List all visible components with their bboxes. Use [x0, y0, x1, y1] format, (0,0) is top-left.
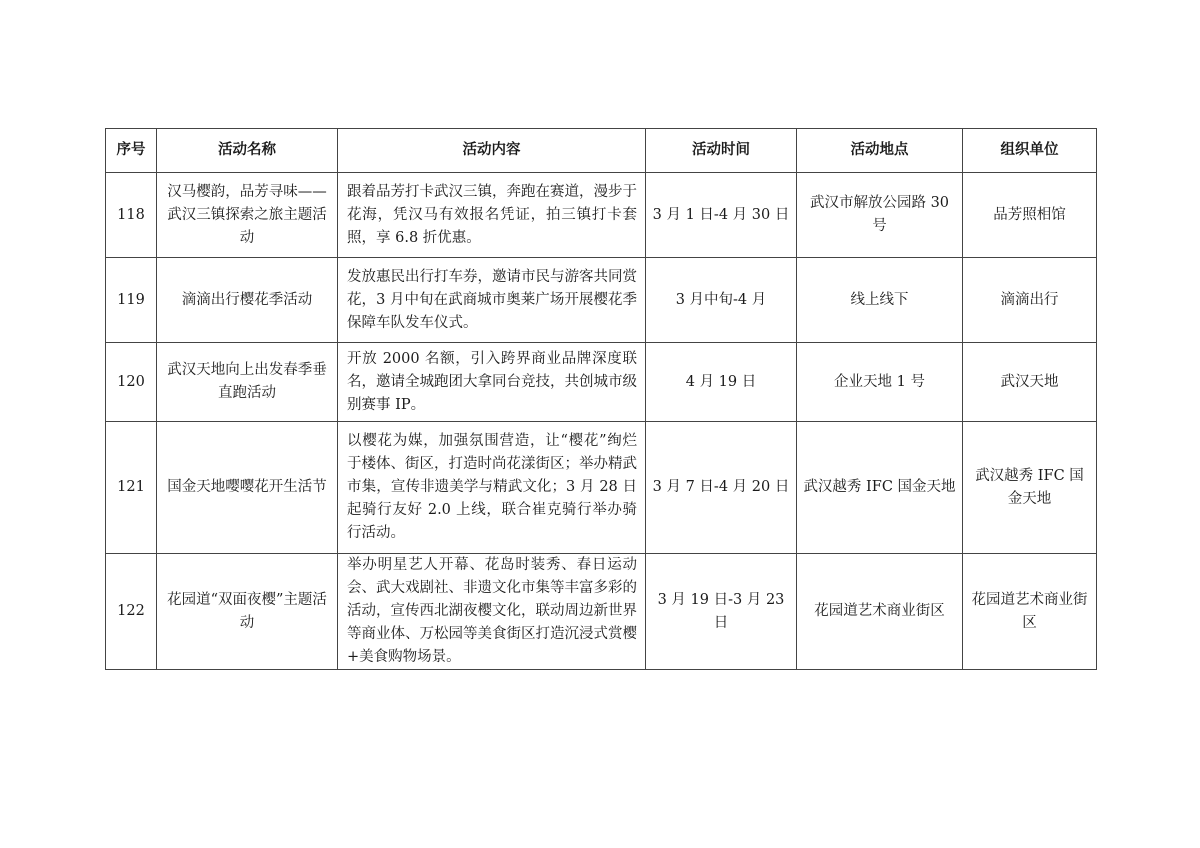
cell-time: 3 月 19 日-3 月 23 日 — [646, 554, 797, 670]
header-time: 活动时间 — [646, 129, 797, 173]
table-row — [106, 554, 1097, 670]
cell-place: 花园道艺术商业街区 — [797, 554, 963, 670]
table-row — [106, 422, 1097, 554]
cell-org: 品芳照相馆 — [963, 173, 1097, 258]
header-org: 组织单位 — [963, 129, 1097, 173]
cell-org: 武汉越秀 IFC 国金天地 — [963, 422, 1097, 554]
cell-no: 121 — [106, 422, 157, 554]
cell-name: 武汉天地向上出发春季垂直跑活动 — [157, 343, 338, 422]
cell-time: 3 月 7 日-4 月 20 日 — [646, 422, 797, 554]
cell-content: 举办明星艺人开幕、花岛时装秀、春日运动会、武大戏剧社、非遗文化市集等丰富多彩的活动，宣传西北湖夜樱文化，联动周边新世界等商业体、万松园等美食街区打造沉浸式赏樱+美食购物场景。 — [338, 554, 646, 670]
cell-no: 118 — [106, 173, 157, 258]
cell-content: 开放 2000 名额，引入跨界商业品牌深度联名，邀请全城跑团大拿同台竞技，共创城市级别赛事 IP。 — [338, 343, 646, 422]
cell-time: 4 月 19 日 — [646, 343, 797, 422]
header-place: 活动地点 — [797, 129, 963, 173]
cell-place: 企业天地 1 号 — [797, 343, 963, 422]
cell-org: 滴滴出行 — [963, 258, 1097, 343]
cell-content: 以樱花为媒，加强氛围营造，让“樱花”绚烂于楼体、街区，打造时尚花漾街区；举办精武市集，宣传非遗美学与精武文化；3 月 28 日起骑行友好 2.0 上线，联合崔克骑行举办骑行活动。 — [338, 422, 646, 554]
table-header-row — [106, 129, 1097, 173]
cell-org: 花园道艺术商业街区 — [963, 554, 1097, 670]
cell-content: 跟着品芳打卡武汉三镇，奔跑在赛道，漫步于花海，凭汉马有效报名凭证，拍三镇打卡套照，享 6.8 折优惠。 — [338, 173, 646, 258]
cell-time: 3 月 1 日-4 月 30 日 — [646, 173, 797, 258]
table-row — [106, 343, 1097, 422]
header-name: 活动名称 — [157, 129, 338, 173]
cell-name: 汉马樱韵，品芳寻味——武汉三镇探索之旅主题活动 — [157, 173, 338, 258]
cell-content: 发放惠民出行打车券，邀请市民与游客共同赏花，3 月中旬在武商城市奥莱广场开展樱花季保障车队发车仪式。 — [338, 258, 646, 343]
cell-no: 120 — [106, 343, 157, 422]
header-no: 序号 — [106, 129, 157, 173]
cell-place: 武汉越秀 IFC 国金天地 — [797, 422, 963, 554]
table-row — [106, 258, 1097, 343]
table-row — [106, 173, 1097, 258]
cell-no: 122 — [106, 554, 157, 670]
cell-name: 国金天地嘤嘤花开生活节 — [157, 422, 338, 554]
cell-place: 武汉市解放公园路 30 号 — [797, 173, 963, 258]
cell-no: 119 — [106, 258, 157, 343]
cell-time: 3 月中旬-4 月 — [646, 258, 797, 343]
header-content: 活动内容 — [338, 129, 646, 173]
cell-place: 线上线下 — [797, 258, 963, 343]
cell-name: 花园道“双面夜樱”主题活动 — [157, 554, 338, 670]
activity-table — [105, 128, 1097, 670]
cell-org: 武汉天地 — [963, 343, 1097, 422]
cell-name: 滴滴出行樱花季活动 — [157, 258, 338, 343]
